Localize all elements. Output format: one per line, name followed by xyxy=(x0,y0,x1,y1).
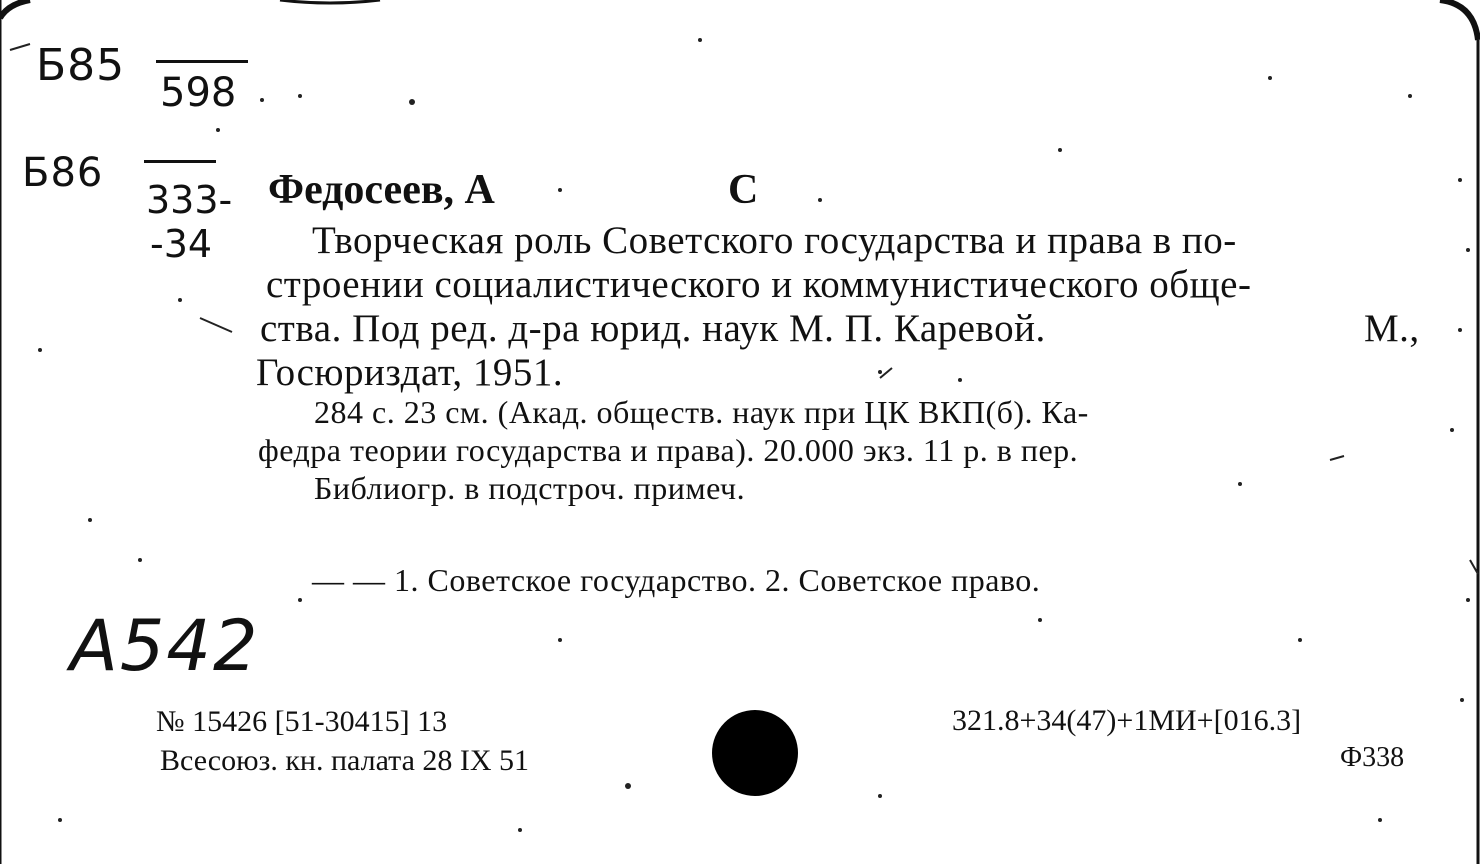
shelf-mark-2-rule xyxy=(144,160,216,163)
classification-index: 321.8+34(47)+1МИ+[016.3] xyxy=(952,704,1302,737)
title-line: строении социалистического и коммунистического обще- xyxy=(266,263,1252,306)
title-line: Госюриздат, 1951. xyxy=(256,351,564,394)
class-mark-2: -34 xyxy=(150,222,213,266)
shelf-mark-1-rule xyxy=(156,60,248,63)
punch-hole xyxy=(712,710,798,796)
author-code: Ф338 xyxy=(1340,742,1405,773)
shelf-mark-1-sub: 598 xyxy=(160,70,237,116)
book-chamber-stamp: Всесоюз. кн. палата 28 IX 51 xyxy=(160,744,530,777)
subject-headings: — — 1. Советское государство. 2. Советское право. xyxy=(312,562,1041,598)
title-line-place: М., xyxy=(1364,307,1420,350)
title-line: ства. Под ред. д-ра юрид. наук М. П. Каревой. xyxy=(260,307,1046,350)
description-line: федра теории государства и права). 20.000 экз. 11 р. в пер. xyxy=(258,432,1079,468)
class-mark-1: 333- xyxy=(146,178,233,222)
description-line: Библиогр. в подстроч. примеч. xyxy=(314,470,746,506)
shelf-mark-1: Б85 xyxy=(36,40,126,91)
title-line: Творческая роль Советского государства и права в по- xyxy=(312,219,1237,262)
description-line: 284 с. 23 см. (Акад. обществ. наук при ЦК ВКП(б). Ка- xyxy=(314,394,1089,430)
author-heading: Федосеев, А xyxy=(268,167,495,213)
record-number: № 15426 [51-30415] 13 xyxy=(156,705,448,738)
shelf-mark-2: Б86 xyxy=(22,150,104,196)
author-initial: С xyxy=(728,167,759,213)
inventory-number: А542 xyxy=(70,605,260,687)
